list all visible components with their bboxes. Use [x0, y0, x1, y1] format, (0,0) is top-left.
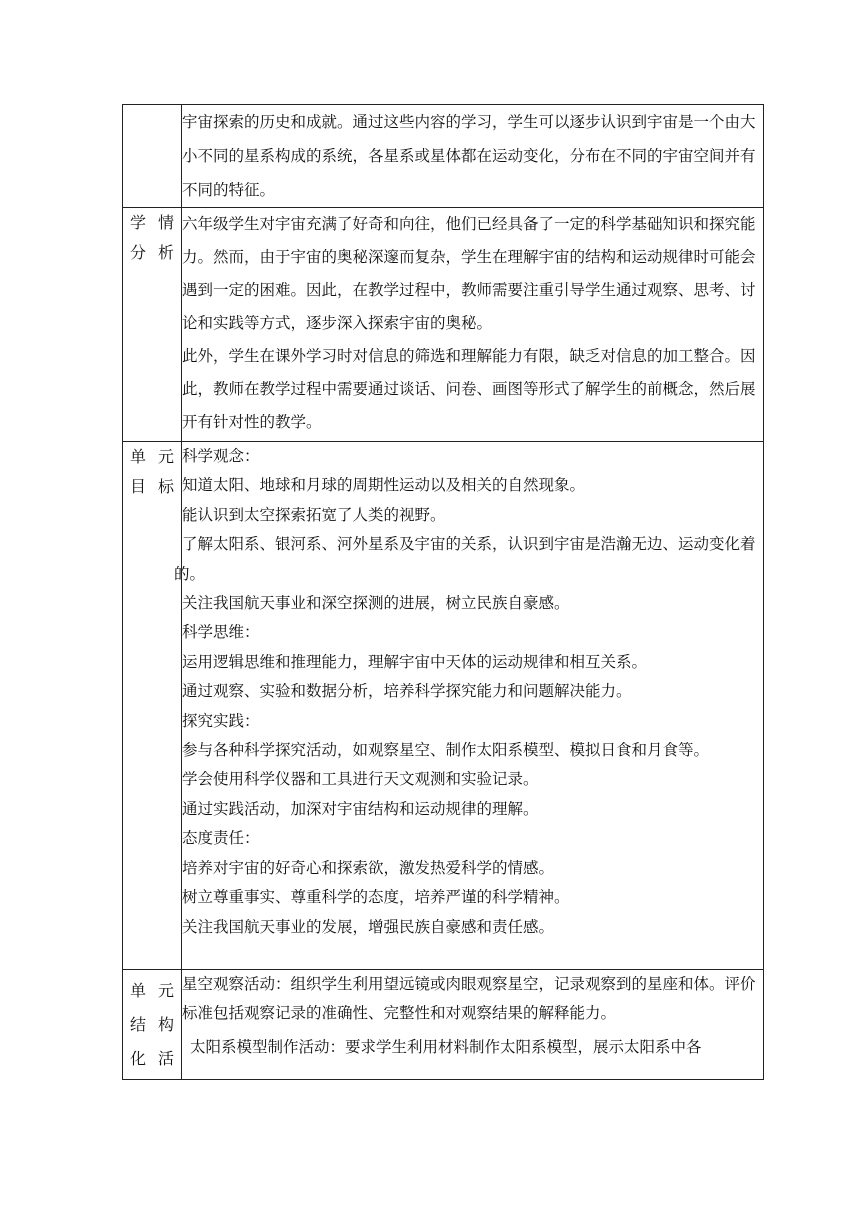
paragraph: 通过实践活动，加深对宇宙结构和运动规律的理解。 [182, 799, 539, 818]
row-label-empty [123, 105, 182, 208]
paragraph: 宇宙探索的历史和成就。通过这些内容的学习，学生可以逐步认识到宇宙是一个由大小不同的星系构成的系统，各星系或星体都在运动变化，分布在不同的宇宙空间并有不同的特征。 [182, 113, 756, 199]
table-row [123, 105, 764, 208]
paragraph: 通过观察、实验和数据分析，培养科学探究能力和问题解决能力。 [182, 682, 632, 701]
table-row [123, 442, 764, 970]
paragraph: 运用逻辑思维和推理能力，理解宇宙中天体的运动规律和相互关系。 [182, 652, 648, 671]
row-label [123, 970, 182, 1080]
paragraph: 星空观察活动：组织学生利用望远镜或肉眼观察星空，记录观察到的星座和体。评价标准包括观察记录的准确性、完整性和对观察结果的解释能力。 [182, 975, 756, 1022]
row-label [123, 442, 182, 970]
paragraph: 六年级学生对宇宙充满了好奇和向往，他们已经具备了一定的科学基础知识和探究能力。然而，由于宇宙的奥秘深邃而复杂，学生在理解宇宙的结构和运动规律时可能会遇到一定的困难。因此，在教学过程中，教师需要注重引导学生通过观察、思考、讨论和实践等方式，逐步深入探索宇宙的奥秘。 [182, 215, 756, 332]
paragraph: 了解太阳系、银河系、河外星系及宇宙的关系，认识到宇宙是浩瀚无边、运动变化着的。 [174, 535, 756, 583]
label-line: 学 情 [130, 213, 174, 232]
lesson-plan-table [122, 104, 764, 1080]
row-label [123, 208, 182, 442]
label-line: 单 元 [130, 447, 174, 466]
paragraph: 参与各种科学探究活动，如观察星空、制作太阳系模型、模拟日食和月食等。 [182, 741, 710, 760]
table-row [123, 970, 764, 1080]
section-heading: 科学观念： [182, 447, 260, 465]
section-heading: 态度责任： [182, 829, 260, 848]
paragraph: 关注我国航天事业和深空探测的进展，树立民族自豪感。 [182, 594, 570, 613]
table-row [123, 208, 764, 442]
label-line: 化 活 [130, 1049, 174, 1068]
paragraph: 能认识到太空探索拓宽了人类的视野。 [182, 505, 446, 524]
paragraph: 关注我国航天事业的发展，增强民族自豪感和责任感。 [182, 917, 555, 936]
label-line: 单 元 [130, 981, 174, 1000]
paragraph: 太阳系模型制作活动：要求学生利用材料制作太阳系模型，展示太阳系中各 [190, 1038, 702, 1056]
paragraph: 此外，学生在课外学习时对信息的筛选和理解能力有限，缺乏对信息的加工整合。因此，教师在教学过程中需要通过谈话、问卷、画图等形式了解学生的前概念，然后展开有针对性的教学。 [182, 347, 756, 431]
section-heading: 科学思维： [182, 623, 260, 642]
paragraph: 学会使用科学仪器和工具进行天文观测和实验记录。 [182, 770, 539, 789]
paragraph: 培养对宇宙的好奇心和探索欲，激发热爱科学的情感。 [182, 858, 555, 877]
row-content [182, 208, 764, 442]
paragraph: 树立尊重事实、尊重科学的态度，培养严谨的科学精神。 [182, 888, 570, 907]
label-line: 结 构 [130, 1015, 174, 1034]
row-content [174, 442, 764, 970]
row-content [182, 970, 764, 1080]
paragraph: 知道太阳、地球和月球的周期性运动以及相关的自然现象。 [182, 476, 586, 495]
label-line: 分析 [130, 243, 174, 262]
section-heading: 探究实践： [182, 711, 260, 730]
row-content [182, 105, 764, 208]
label-line: 目标 [130, 477, 174, 496]
